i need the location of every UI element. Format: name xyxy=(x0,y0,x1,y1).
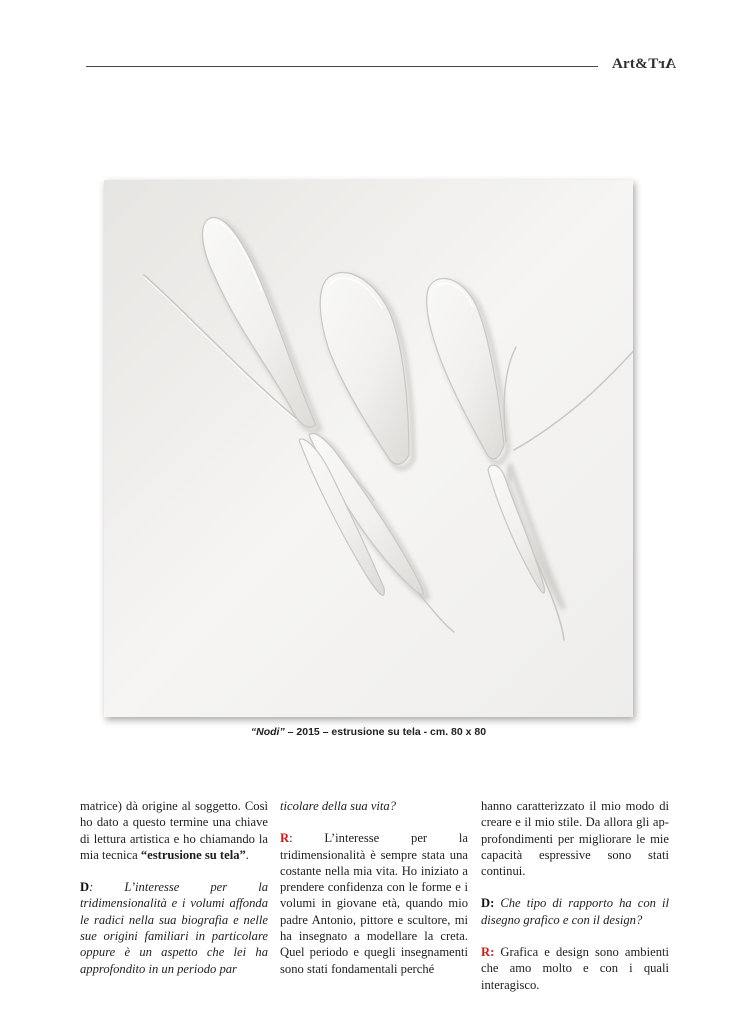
artwork-image xyxy=(104,180,633,717)
figure-caption xyxy=(104,726,633,738)
brand-reversed: ArT xyxy=(647,56,676,72)
question-1 xyxy=(80,879,268,977)
paragraph xyxy=(80,798,268,863)
question-text: Che tipo di rapporto ha con il disegno grafico e con il design? xyxy=(481,896,669,927)
paragraph-end: . xyxy=(245,847,249,862)
article-column-1 xyxy=(80,798,268,993)
answer-label: R: xyxy=(481,945,495,960)
caption-title: “Nodi” xyxy=(250,726,285,738)
answer-1-continued: hanno caratterizzato il mio modo di creare e il mio stile. Da allora gli approfondimenti per migliorare le mie capacità espressive sono stati continui. xyxy=(481,799,669,879)
question-text: : L’interesse per la tridimensionalità e i volumi affonda le radici nella sua biografia e nelle sue origini familiari in particolare oppure è un aspetto che lei ha approfondito in un periodo par xyxy=(80,880,268,976)
answer-2 xyxy=(481,944,669,993)
question-label: D: xyxy=(481,896,495,911)
question-label: D xyxy=(80,880,90,895)
answer-text: Grafica e design sono ambienti che amo molto e con i quali interagisco. xyxy=(481,945,669,992)
header-rule xyxy=(86,66,598,67)
article-column-3 xyxy=(481,798,669,1009)
question-1-continued: ticolare della sua vita? xyxy=(280,799,397,813)
magazine-logo xyxy=(612,56,676,73)
brand-prefix: Art& xyxy=(612,56,648,72)
answer-1 xyxy=(280,830,468,977)
technique-name: “estrusione su tela” xyxy=(140,847,246,862)
question-2 xyxy=(481,895,669,928)
article-column-2 xyxy=(280,798,468,993)
answer-text: : L’interesse per la tridimensionalità è sempre stata una costante nella mia vita. Ho iniziato a prendere confidenza con le forme e i volumi in giovane età, quando mio padre Antonio, pittore e scultore, mi ha insegnato a modellare la creta. Quel periodo e quegli insegnamenti sono stati fondamentali perché xyxy=(280,831,468,976)
caption-details: – 2015 – estrusione su tela - cm. 80 x 80 xyxy=(284,726,487,738)
answer-label: R xyxy=(280,831,290,846)
paragraph-text: matrice) dà origine al soggetto. Così ho dato a questo termine una chiave di lettura artistica e ho chiamando la mia tecnica xyxy=(80,799,268,862)
